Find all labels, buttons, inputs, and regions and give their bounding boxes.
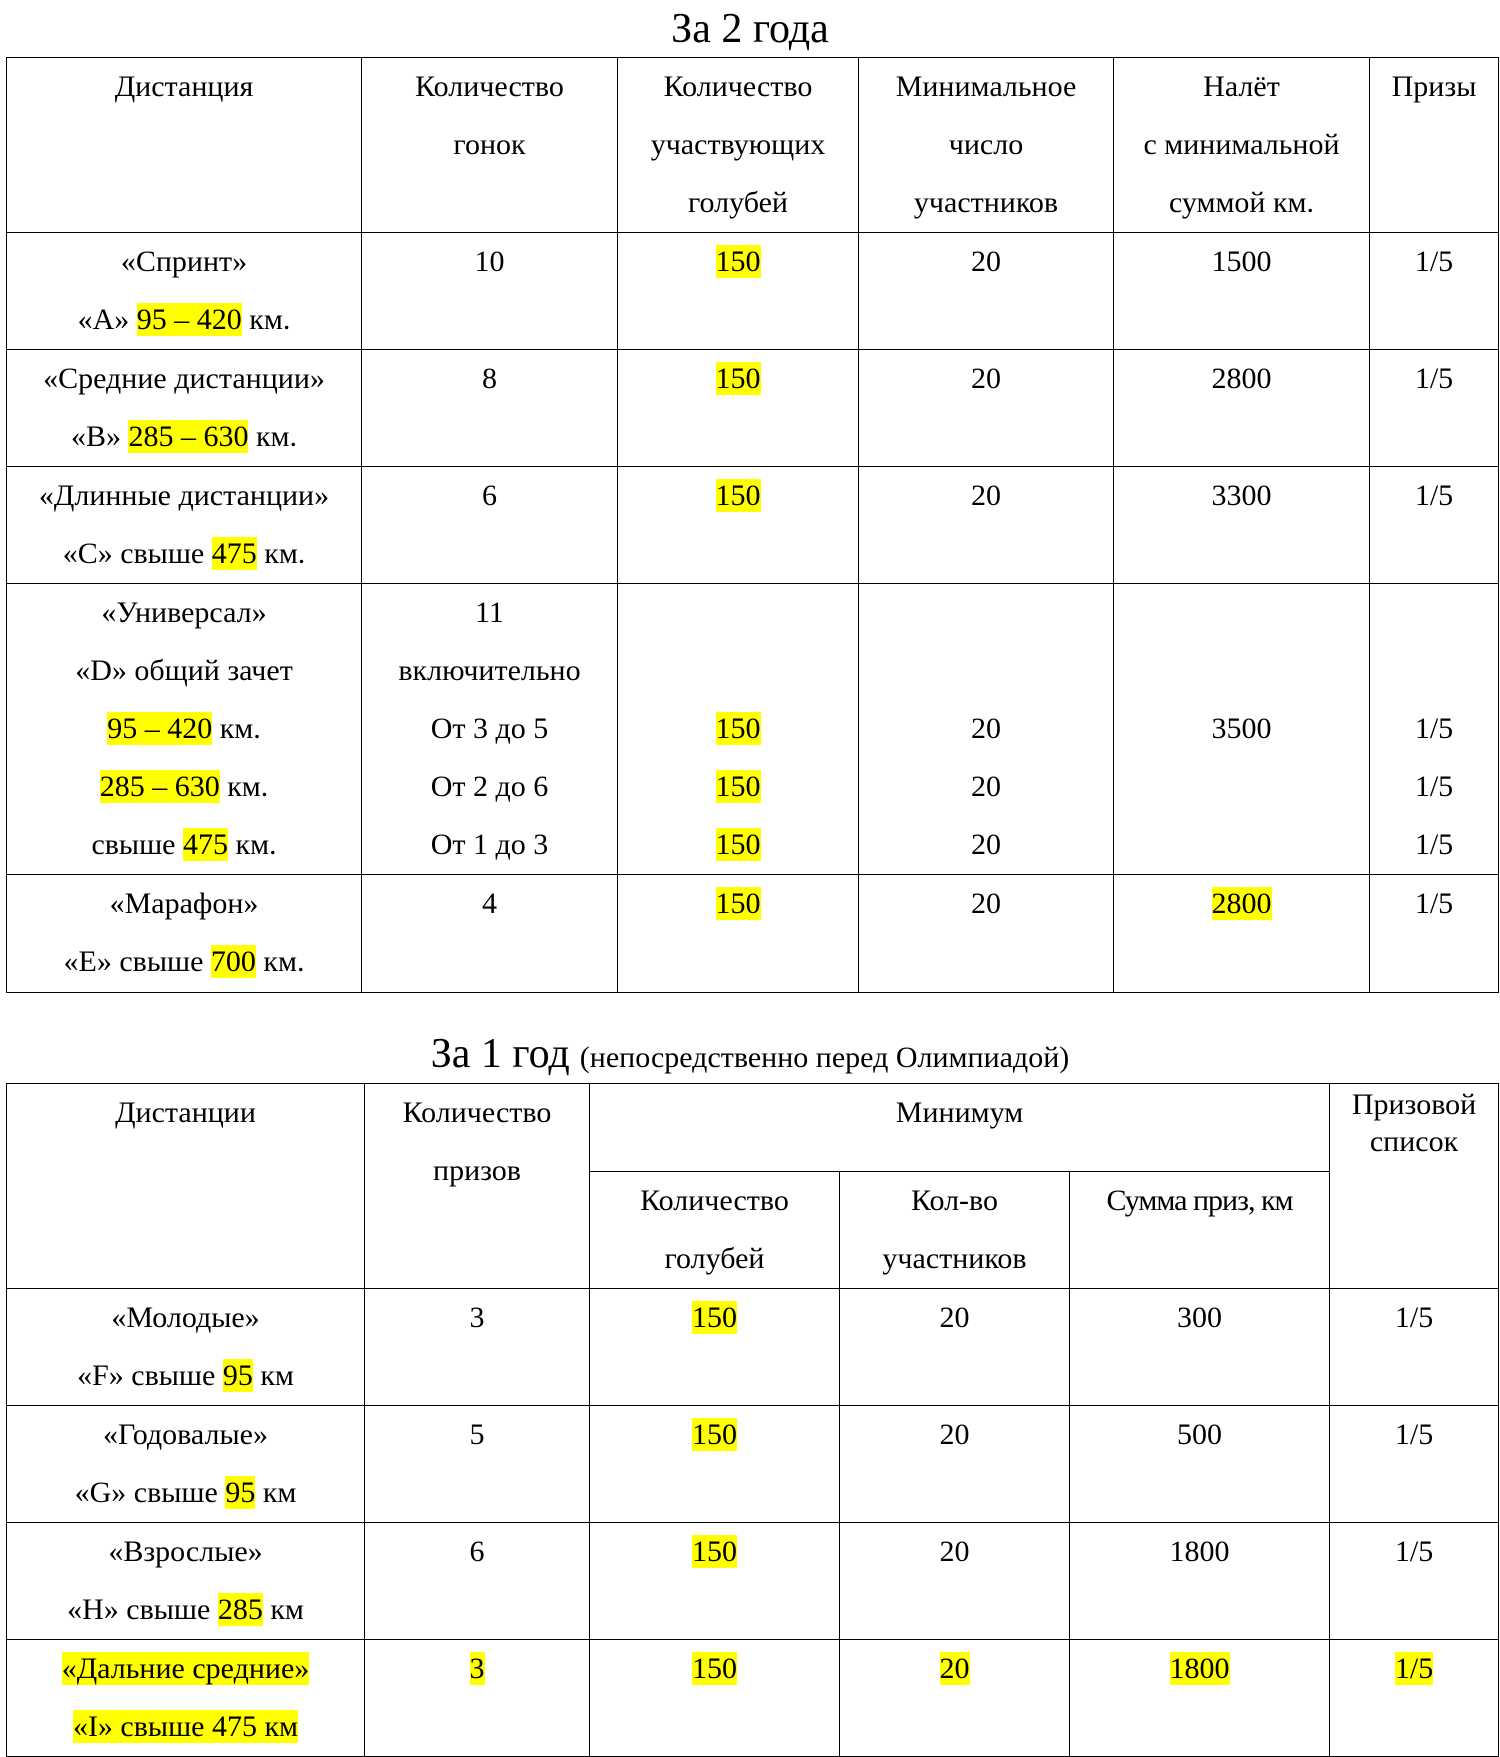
distance-cell: «Молодые» «F» свыше 95 км xyxy=(7,1289,365,1406)
table-row xyxy=(7,467,1499,584)
table-row xyxy=(7,875,1499,993)
prizes-cell: 1/5 xyxy=(1370,875,1499,993)
prize-count-cell: 5 xyxy=(365,1406,590,1523)
participants-cell: 20 xyxy=(840,1640,1070,1757)
pigeons-cell: 150 150 150 xyxy=(618,584,859,875)
header-prize-count: Количество призов xyxy=(365,1084,590,1289)
prize-sum-cell: 500 xyxy=(1070,1406,1330,1523)
races-cell: 4 xyxy=(362,875,618,993)
flight-cell: 1500 xyxy=(1114,233,1370,350)
flight-cell: 3300 xyxy=(1114,467,1370,584)
pigeons-cell: 150 xyxy=(590,1640,840,1757)
header-races: Количество гонок xyxy=(362,58,618,233)
prizes-cell: 1/5 xyxy=(1370,350,1499,467)
participants-cell: 20 xyxy=(859,467,1114,584)
prize-count-cell: 3 xyxy=(365,1289,590,1406)
table1-header-row xyxy=(7,58,1499,233)
header-distance: Дистанция xyxy=(7,58,362,233)
prizes-cell: 1/5 xyxy=(1370,467,1499,584)
one-year-table xyxy=(6,1083,1499,1757)
table-row xyxy=(7,1406,1499,1523)
distance-cell: «Средние дистанции» «В» 285 – 630 км. xyxy=(7,350,362,467)
flight-cell: 3500 xyxy=(1114,584,1370,875)
distance-cell: «Универсал» «D» общий зачет 95 – 420 км. 285 – 630 км. свыше 475 км. xyxy=(7,584,362,875)
header-min-participants: Минимальное число участников xyxy=(859,58,1114,233)
header-minimum: Минимум xyxy=(590,1084,1330,1172)
prizes-cell: 1/5 xyxy=(1370,233,1499,350)
races-cell: 10 xyxy=(362,233,618,350)
races-cell: 8 xyxy=(362,350,618,467)
header-pigeons: Количество голубей xyxy=(590,1172,840,1289)
participants-cell: 20 xyxy=(859,875,1114,993)
prize-list-cell: 1/5 xyxy=(1330,1289,1499,1406)
header-pigeons: Количество участвующих голубей xyxy=(618,58,859,233)
races-cell: 6 xyxy=(362,467,618,584)
prize-count-cell: 3 xyxy=(365,1640,590,1757)
prize-sum-cell: 1800 xyxy=(1070,1523,1330,1640)
prize-count-cell: 6 xyxy=(365,1523,590,1640)
table1-title: За 2 года xyxy=(671,6,829,52)
table-row xyxy=(7,350,1499,467)
flight-cell: 2800 xyxy=(1114,875,1370,993)
participants-cell: 20 xyxy=(840,1523,1070,1640)
pigeons-cell: 150 xyxy=(618,350,859,467)
prize-list-cell: 1/5 xyxy=(1330,1640,1499,1757)
header-distances: Дистанции xyxy=(7,1084,365,1289)
participants-cell: 20 xyxy=(840,1289,1070,1406)
table2-title xyxy=(0,1030,1500,1082)
table2-header-row xyxy=(7,1084,1499,1172)
table-row xyxy=(7,584,1499,875)
participants-cell: 20 xyxy=(859,350,1114,467)
pigeons-cell: 150 xyxy=(618,875,859,993)
distance-cell: «Годовалые» «G» свыше 95 км xyxy=(7,1406,365,1523)
header-participants: Кол-во участников xyxy=(840,1172,1070,1289)
participants-cell: 20 20 20 xyxy=(859,584,1114,875)
pigeons-cell: 150 xyxy=(618,233,859,350)
prize-sum-cell: 1800 xyxy=(1070,1640,1330,1757)
distance-cell: «Марафон» «Е» свыше 700 км. xyxy=(7,875,362,993)
flight-cell: 2800 xyxy=(1114,350,1370,467)
prize-sum-cell: 300 xyxy=(1070,1289,1330,1406)
pigeons-cell: 150 xyxy=(590,1406,840,1523)
races-cell: 11 включительно От 3 до 5 От 2 до 6 От 1 до 3 xyxy=(362,584,618,875)
pigeons-cell: 150 xyxy=(618,467,859,584)
header-prize-list: Призовой список xyxy=(1330,1084,1499,1289)
distance-cell: «Длинные дистанции» «С» свыше 475 км. xyxy=(7,467,362,584)
pigeons-cell: 150 xyxy=(590,1523,840,1640)
participants-cell: 20 xyxy=(859,233,1114,350)
table-row xyxy=(7,1523,1499,1640)
header-flight: Налёт с минимальной суммой км. xyxy=(1114,58,1370,233)
table-row xyxy=(7,233,1499,350)
distance-cell: «Дальние средние» «I» свыше 475 км xyxy=(7,1640,365,1757)
table-row xyxy=(7,1640,1499,1757)
pigeons-cell: 150 xyxy=(590,1289,840,1406)
distance-cell: «Взрослые» «Н» свыше 285 км xyxy=(7,1523,365,1640)
prizes-cell: 1/5 1/5 1/5 xyxy=(1370,584,1499,875)
header-prizes: Призы xyxy=(1370,58,1499,233)
participants-cell: 20 xyxy=(840,1406,1070,1523)
two-year-table xyxy=(6,57,1499,993)
table2-title-main: За 1 год xyxy=(430,1031,570,1077)
prize-list-cell: 1/5 xyxy=(1330,1406,1499,1523)
table-row xyxy=(7,1289,1499,1406)
table2-subtitle: (непосредственно перед Олимпиадой) xyxy=(579,1041,1070,1074)
header-prize-sum: Сумма приз, км xyxy=(1070,1172,1330,1289)
prize-list-cell: 1/5 xyxy=(1330,1523,1499,1640)
distance-cell: «Спринт» «А» 95 – 420 км. xyxy=(7,233,362,350)
